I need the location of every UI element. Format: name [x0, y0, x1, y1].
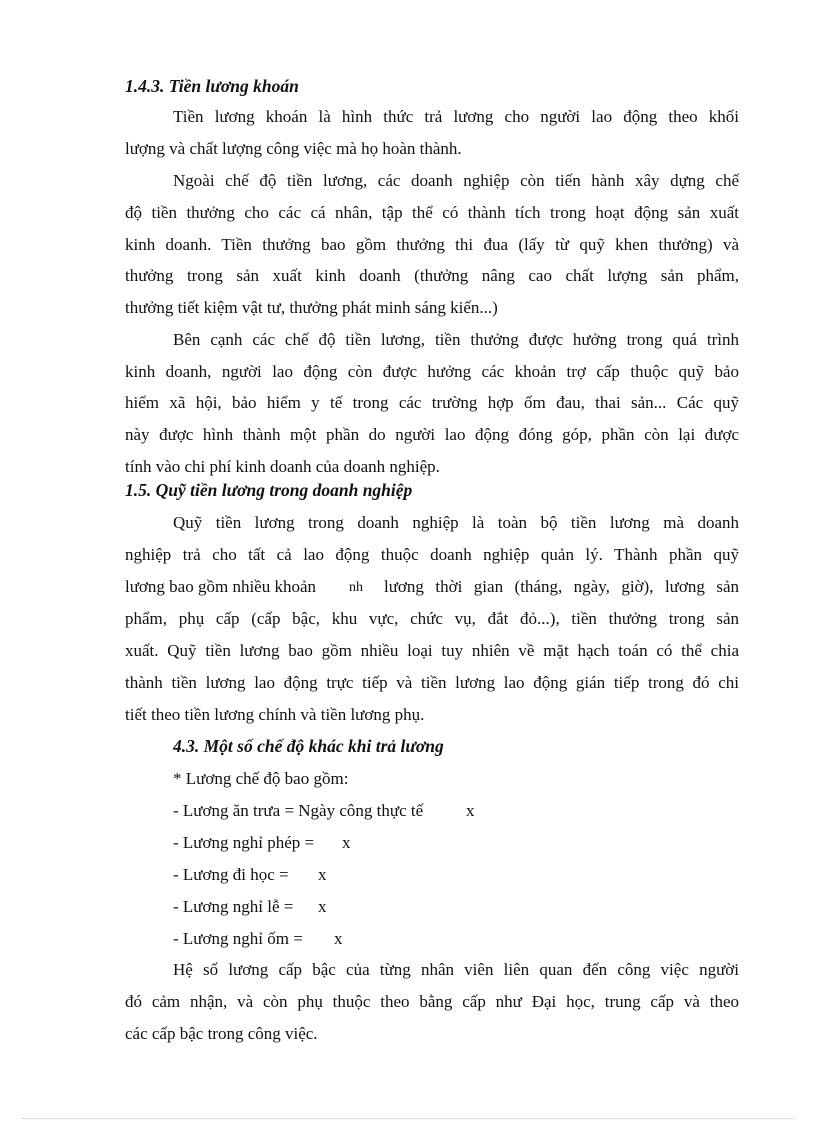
- section-heading-4-3: 4.3. Một số chế độ khác khi trả lương: [173, 736, 444, 756]
- paragraph-line: hiểm xã hội, bảo hiểm y tế trong các trường hợp ốm đau, thai sản... Các quỹ: [125, 393, 739, 412]
- section-heading-1-4-3: 1.4.3. Tiền lương khoán: [125, 76, 299, 96]
- paragraph-line: này được hình thành một phần do người lao động đóng góp, phần còn lại được: [125, 425, 739, 444]
- paragraph-line: nghiệp trả cho tất cả lao động thuộc doanh nghiệp quản lý. Thành phần quỹ: [125, 545, 739, 564]
- list-item-label: - Lương nghỉ lễ =: [173, 897, 294, 916]
- list-item-label: - Lương nghỉ phép =: [173, 833, 315, 852]
- paragraph-line: tính vào chi phí kinh doanh của doanh nghiệp.: [125, 457, 440, 476]
- list-item-operator: x: [334, 929, 343, 948]
- stray-fragment: nh: [349, 580, 363, 595]
- paragraph-line-part: lương thời gian (tháng, ngày, giờ), lương sản: [384, 577, 739, 596]
- paragraph-line: Quỹ tiền lương trong doanh nghiệp là toàn bộ tiền lương mà doanh: [173, 513, 739, 532]
- paragraph-line: các cấp bậc trong công việc.: [125, 1024, 318, 1043]
- paragraph-line: tiết theo tiền lương chính và tiền lương phụ.: [125, 705, 425, 724]
- paragraph-line: phẩm, phụ cấp (cấp bậc, khu vực, chức vụ, đắt đỏ...), tiền thưởng trong sản: [125, 609, 739, 628]
- paragraph-line: xuất. Quỹ tiền lương bao gồm nhiều loại tuy nhiên về mặt hạch toán có thể chia: [125, 641, 739, 660]
- paragraph-line: Bên cạnh các chế độ tiền lương, tiền thưởng được hưởng trong quá trình: [173, 330, 739, 349]
- paragraph-line: kinh doanh, người lao động còn được hưởng các khoản trợ cấp thuộc quỹ bảo: [125, 362, 739, 381]
- section-heading-1-5: 1.5. Quỹ tiền lương trong doanh nghiệp: [125, 480, 413, 500]
- list-item-label: - Lương đi học =: [173, 865, 289, 884]
- list-item-operator: x: [466, 801, 475, 820]
- list-item-operator: x: [342, 833, 351, 852]
- paragraph-line: thưởng tiết kiệm vật tư, thưởng phát minh sáng kiến...): [125, 298, 498, 317]
- page-bottom-divider: [22, 1118, 794, 1119]
- paragraph-line: thành tiền lương lao động trực tiếp và tiền lương lao động gián tiếp trong đó chi: [125, 673, 739, 692]
- list-item-operator: x: [318, 897, 327, 916]
- list-intro: * Lương chế độ bao gồm:: [173, 769, 349, 788]
- paragraph-line: Ngoài chế độ tiền lương, các doanh nghiệp còn tiến hành xây dựng chế: [173, 171, 739, 190]
- paragraph-line: thưởng trong sản xuất kinh doanh (thưởng nâng cao chất lượng sản phẩm,: [125, 266, 739, 285]
- list-item-label: - Lương nghỉ ốm =: [173, 929, 303, 948]
- paragraph-line-part: lương bao gồm nhiều khoản: [125, 577, 317, 596]
- paragraph-line: đó cảm nhận, và còn phụ thuộc theo bằng cấp như Đại học, trung cấp và theo: [125, 992, 739, 1011]
- list-item-label: - Lương ăn trưa = Ngày công thực tế: [173, 801, 424, 820]
- list-item-operator: x: [318, 865, 327, 884]
- paragraph-line: kinh doanh. Tiền thưởng bao gồm thưởng thi đua (lấy từ quỹ khen thưởng) và: [125, 235, 739, 254]
- paragraph-line: Tiền lương khoán là hình thức trả lương cho người lao động theo khối: [173, 107, 739, 126]
- paragraph-line: độ tiền thưởng cho các cá nhân, tập thể có thành tích trong hoạt động sản xuất: [125, 203, 739, 222]
- paragraph-line: Hệ số lương cấp bậc của từng nhân viên liên quan đến công việc người: [173, 960, 739, 979]
- paragraph-line: lượng và chất lượng công việc mà họ hoàn thành.: [125, 139, 462, 158]
